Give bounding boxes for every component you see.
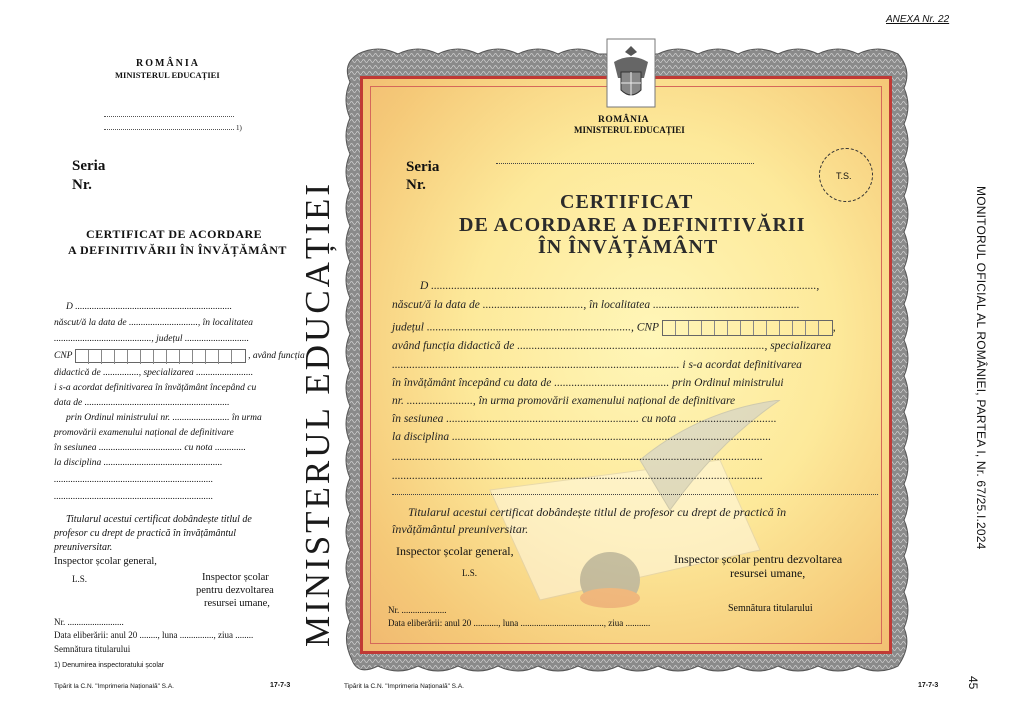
stub-field-county: ........................................., județul ........................... — [54, 334, 250, 344]
cert-paragraph-2: învățământul preuniversitar. — [392, 522, 529, 536]
cert-dotted-line — [496, 163, 754, 164]
stub-footnote-mark: 1) — [236, 124, 242, 132]
cert-inspector-dev-2: resursei umane, — [730, 566, 806, 580]
cert-ls: L.S. — [462, 568, 478, 578]
stub-inspector-dev-1: Inspector școlar — [202, 572, 269, 583]
ts-stamp-label: T.S. — [836, 171, 852, 181]
cert-field-blank: ................................................................................................................................. — [392, 451, 763, 463]
stub-field-session: în sesiunea ................................... cu nota ............. — [54, 443, 246, 453]
cert-field-definitivare: .................................................................................................... i s-a acordat definitivarea — [392, 359, 802, 371]
cert-field-blank: ................................................................................................................................. — [392, 470, 763, 482]
cert-inspector-general: Inspector școlar general, — [396, 544, 514, 558]
stub-country: ROMÂNIA — [136, 58, 200, 69]
cert-country: ROMÂNIA — [598, 115, 649, 125]
cert-title-line3: ÎN ÎNVĂȚĂMÂNT — [538, 236, 719, 258]
stub-field-date: data de ............................................................. — [54, 398, 230, 408]
cert-field-birth: născut/ă la data de ..................................., în localitatea ................................................... — [392, 299, 800, 311]
stub-field-name: D .................................................................. — [66, 302, 232, 312]
stub-code: 17-7-3 — [270, 682, 291, 689]
stub-field-birth: născut/ă la data de ............................., în localitatea — [54, 318, 253, 328]
vertical-ministry-title — [298, 92, 338, 652]
cert-inspector-dev-1: Inspector școlar pentru dezvoltarea — [674, 552, 843, 566]
stub-field-exam: promovării examenului național de definitivare — [54, 428, 234, 438]
stub-issue-date: Data eliberării: anul 20 ........, luna ..............., ziua ........ — [54, 630, 254, 640]
cert-field-discipline: la disciplina ............................................................................................................... — [392, 431, 772, 443]
cert-ministry: MINISTERUL EDUCAȚIEI — [574, 125, 685, 135]
stub-inspector-dev-2: pentru dezvoltarea — [196, 585, 274, 596]
cert-nr: Nr. — [406, 177, 426, 193]
cert-county-cnp-label: județul ......................................................................., CNP — [392, 321, 659, 334]
cert-field-function: având funcția didactică de ......................................................................................, specializarea — [392, 340, 832, 352]
cert-paragraph-1: Titularul acestui certificat dobândește titlul de profesor cu drept de practică în — [408, 505, 787, 519]
cert-code: 17-7-3 — [918, 682, 939, 689]
stub-inspector-dev-3: resursei umane, — [204, 598, 270, 609]
stub-printer: Tipărit la C.N. "Imprimeria Națională" S.A. — [54, 683, 174, 690]
stub-nr-line: Nr. ......................... — [54, 617, 124, 627]
cert-field-name: D ......................................................................................................................................, — [420, 280, 820, 292]
cert-title-line2: DE ACORDARE A DEFINITIVĂRII — [459, 214, 806, 236]
vertical-ministry-text: MINISTERUL EDUCAȚIEI — [298, 180, 337, 647]
stub-cnp-boxes — [75, 349, 246, 363]
gazette-header-text: MONITORUL OFICIAL AL ROMÂNIEI, PARTEA I, Nr. 67/25.I.2024 — [974, 186, 988, 550]
cert-seria: Seria — [406, 159, 440, 175]
stub-nr: Nr. — [72, 177, 92, 193]
cert-cnp-comma: , — [832, 321, 836, 334]
stub-dotted-line — [104, 129, 234, 130]
stub-ls: L.S. — [72, 574, 88, 584]
cert-printer: Tipărit la C.N. "Imprimeria Națională" S.A. — [344, 683, 464, 690]
stub-field-blank: ................................................................... — [54, 492, 214, 502]
coat-of-arms-emblem — [606, 38, 656, 108]
cert-field-date: în învățământ începând cu data de ........................................ prin Ordinul ministrului — [392, 377, 784, 389]
stub-field-discipline: la disciplina .................................................. — [54, 458, 223, 468]
cert-dotted-line — [392, 494, 878, 495]
page-number — [966, 676, 982, 700]
stub-paragraph-2: profesor cu drept de practică în învățământul — [54, 528, 237, 539]
stub-field-order: prin Ordinul ministrului nr. ........................ în urma — [66, 413, 262, 423]
stub-footnote: 1) Denumirea inspectoratului școlar — [54, 662, 165, 669]
stub-cnp-rest: , având funcția — [248, 351, 305, 362]
annex-label: ANEXA Nr. 22 — [886, 14, 950, 25]
cert-field-order: nr. ......................., în urma promovării examenului național de definitivare — [392, 395, 736, 407]
gazette-header — [970, 186, 994, 550]
stub-signature-label: Semnătura titularului — [54, 644, 131, 654]
stub-seria: Seria — [72, 158, 106, 174]
stub-cnp-label: CNP — [54, 351, 73, 362]
cert-title-line1: CERTIFICAT — [560, 191, 694, 213]
stub-field-cnp — [54, 349, 305, 363]
cert-field-session: în sesiunea ................................................................... cu nota .................................. — [392, 413, 777, 425]
stub-title-line1: CERTIFICAT DE ACORDARE — [86, 227, 263, 241]
cert-signature-label: Semnătura titularului — [728, 603, 813, 614]
stub-paragraph-1: Titularul acestui certificat dobândește titlul de — [66, 514, 252, 525]
stub-inspector-general: Inspector școlar general, — [54, 556, 157, 567]
cert-issue-date: Data eliberării: anul 20 ..........., luna ....................................., ziua ........... — [388, 618, 651, 628]
stub-dotted-line — [104, 116, 234, 117]
page-number-text: 45 — [966, 676, 980, 690]
cert-cnp-boxes — [662, 320, 833, 336]
stub-paragraph-3: preuniversitar. — [54, 542, 113, 553]
cert-nr-line: Nr. .................... — [388, 605, 447, 615]
stub-title-line2: A DEFINITIVĂRII ÎN ÎNVĂȚĂMÂNT — [68, 243, 287, 257]
stub-ministry: MINISTERUL EDUCAȚIEI — [115, 70, 220, 80]
stub-field-definitivare: i s-a acordat definitivarea în învățământ începând cu — [54, 383, 257, 393]
stub-field-blank: ................................................................... — [54, 475, 214, 485]
cert-field-county — [392, 320, 836, 336]
stub-field-function: didactică de ..............., specializarea ........................ — [54, 368, 254, 378]
